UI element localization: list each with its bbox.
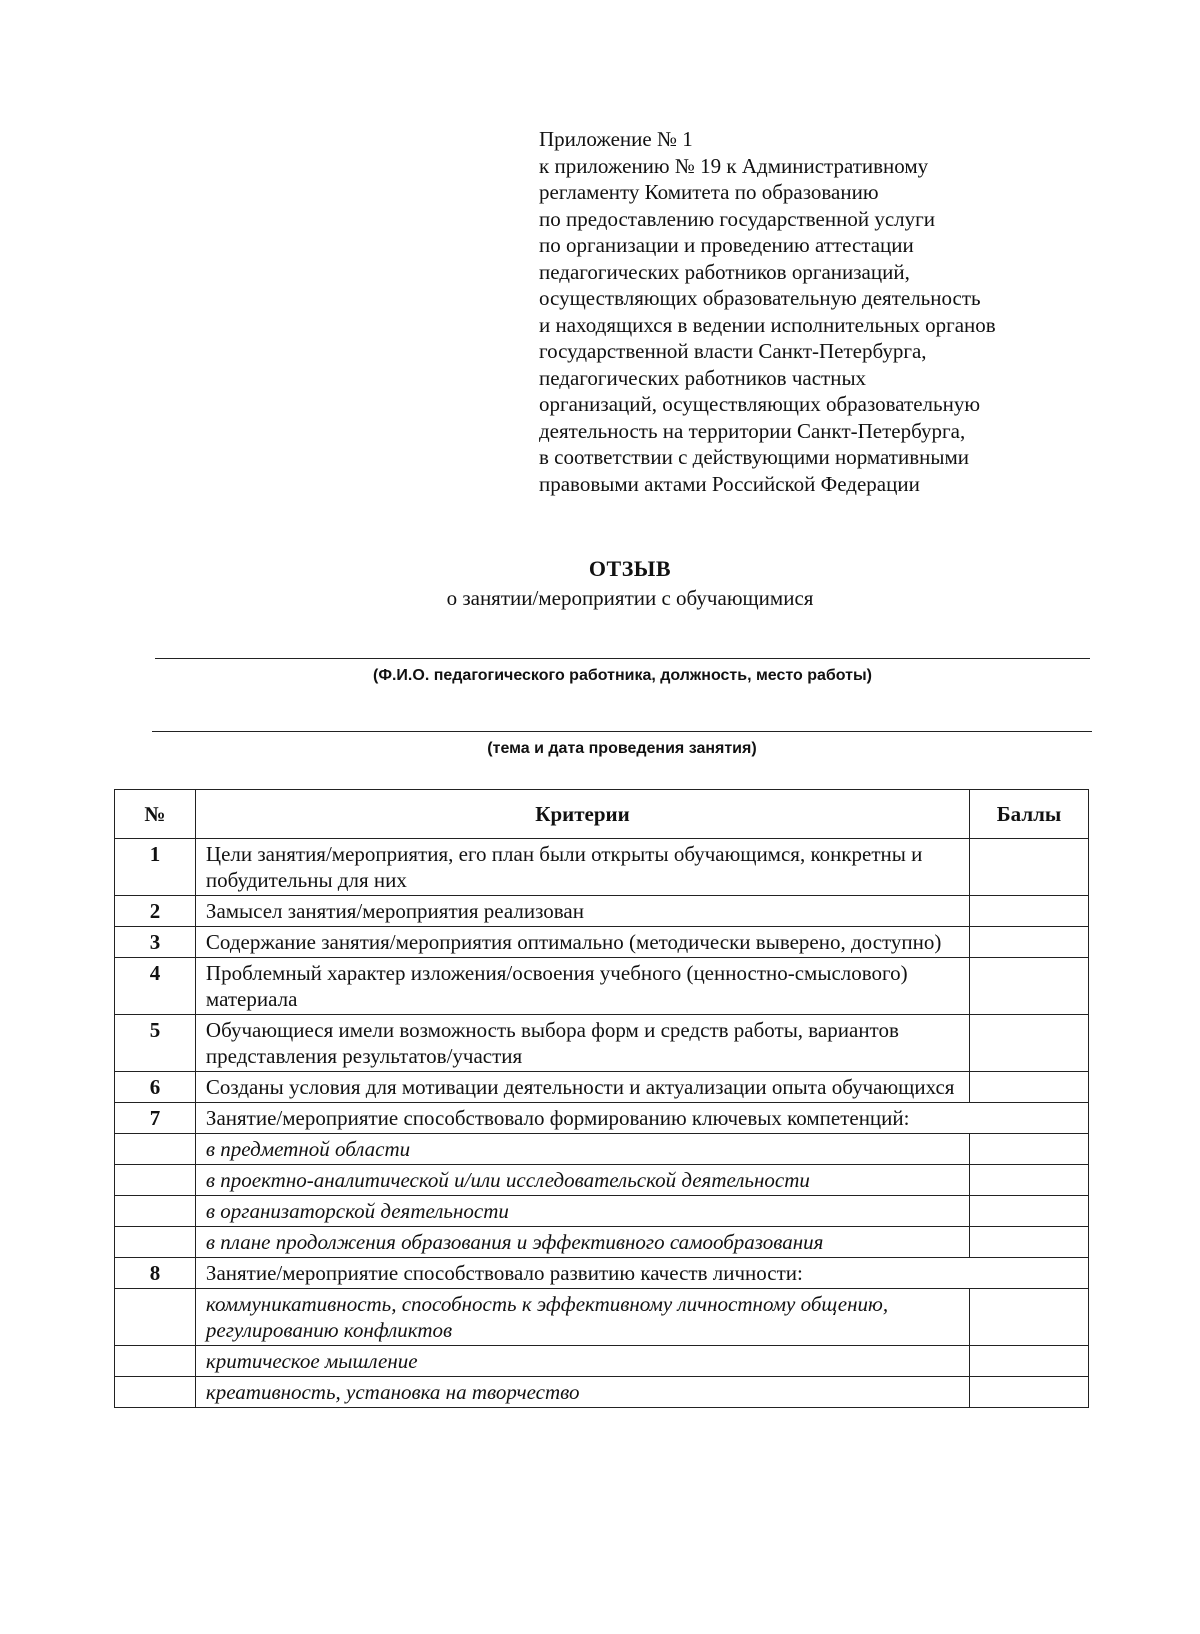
score-cell[interactable]	[970, 1227, 1089, 1258]
header-criteria: Критерии	[195, 790, 969, 839]
table-subrow	[115, 1289, 1089, 1346]
row-subcriterion: критическое мышление	[195, 1346, 969, 1377]
row-criterion: Проблемный характер изложения/освоения учебного (ценностно-смыслового) материала	[195, 958, 969, 1015]
row-number: 5	[115, 1015, 196, 1072]
topic-caption: (тема и дата проведения занятия)	[487, 740, 757, 757]
row-number: 1	[115, 839, 196, 896]
form-subtitle: о занятии/мероприятии с обучающимися	[446, 586, 814, 610]
score-cell[interactable]	[970, 1072, 1089, 1103]
row-number: 3	[115, 927, 196, 958]
table-section-row	[115, 1103, 1089, 1134]
table-subrow	[115, 1346, 1089, 1377]
table-header-row	[115, 790, 1089, 839]
header-score: Баллы	[970, 790, 1089, 839]
row-subcriterion: в проектно-аналитической и/или исследовательской деятельности	[195, 1165, 969, 1196]
score-cell[interactable]	[970, 1289, 1089, 1346]
row-number: 6	[115, 1072, 196, 1103]
appendix-line: педагогических работников частных	[539, 365, 867, 390]
teacher-caption: (Ф.И.О. педагогического работника, должность, место работы)	[373, 667, 872, 684]
table-subrow	[115, 1377, 1089, 1408]
row-subcriterion: в плане продолжения образования и эффективного самообразования	[195, 1227, 969, 1258]
appendix-line: регламенту Комитета по образованию	[539, 180, 879, 204]
row-criterion: Цели занятия/мероприятия, его план были открыты обучающимся, конкретны и побудительны для них	[195, 839, 969, 896]
row-criterion: Занятие/мероприятие способствовало формированию ключевых компетенций:	[195, 1103, 1088, 1134]
score-cell[interactable]	[970, 1377, 1089, 1408]
row-criterion: Обучающиеся имели возможность выбора форм и средств работы, вариантов представления результатов/участия	[195, 1015, 969, 1072]
table-subrow	[115, 1165, 1089, 1196]
score-cell[interactable]	[970, 896, 1089, 927]
appendix-line: в соответствии с действующими нормативными	[539, 445, 970, 469]
appendix-line: государственной власти Санкт-Петербурга,	[539, 339, 927, 363]
row-number	[115, 1134, 196, 1165]
appendix-line: деятельность на территории Санкт-Петербурга,	[539, 418, 966, 443]
appendix-line: организаций, осуществляющих образовательную	[539, 392, 981, 416]
appendix-line: по организации и проведению аттестации	[539, 233, 914, 257]
score-cell[interactable]	[970, 839, 1089, 896]
table-row	[115, 958, 1089, 1015]
row-subcriterion: в предметной области	[195, 1134, 969, 1165]
table-row	[115, 896, 1089, 927]
row-subcriterion: коммуникативность, способность к эффективному личностному общению, регулированию конфликтов	[195, 1289, 969, 1346]
row-number	[115, 1377, 196, 1408]
row-subcriterion: в организаторской деятельности	[195, 1196, 969, 1227]
table-subrow	[115, 1196, 1089, 1227]
score-cell[interactable]	[970, 958, 1089, 1015]
row-number	[115, 1346, 196, 1377]
row-number	[115, 1196, 196, 1227]
appendix-note	[539, 126, 1099, 497]
row-subcriterion: креативность, установка на творчество	[195, 1377, 969, 1408]
score-cell[interactable]	[970, 1346, 1089, 1377]
appendix-line: и находящихся в ведении исполнительных органов	[539, 312, 996, 337]
criteria-table	[114, 789, 1089, 1408]
row-criterion: Замысел занятия/мероприятия реализован	[195, 896, 969, 927]
score-cell[interactable]	[970, 1196, 1089, 1227]
score-cell[interactable]	[970, 1134, 1089, 1165]
row-criterion: Содержание занятия/мероприятия оптимально (методически выверено, доступно)	[195, 927, 969, 958]
table-row	[115, 927, 1089, 958]
table-section-row	[115, 1258, 1089, 1289]
form-title: ОТЗЫВ	[588, 556, 672, 581]
header-number: №	[115, 790, 196, 839]
appendix-line: Приложение № 1	[539, 127, 693, 151]
teacher-fill-line[interactable]	[155, 658, 1090, 659]
row-number	[115, 1289, 196, 1346]
row-number	[115, 1227, 196, 1258]
table-row	[115, 1072, 1089, 1103]
table-row	[115, 839, 1089, 896]
appendix-line: правовыми актами Российской Федерации	[539, 471, 920, 496]
table-row	[115, 1015, 1089, 1072]
row-criterion: Созданы условия для мотивации деятельности и актуализации опыта обучающихся	[195, 1072, 969, 1103]
row-number: 7	[115, 1103, 196, 1134]
appendix-line: по предоставлению государственной услуги	[539, 206, 935, 231]
table-subrow	[115, 1227, 1089, 1258]
score-cell[interactable]	[970, 1165, 1089, 1196]
row-number: 2	[115, 896, 196, 927]
topic-fill-line[interactable]	[152, 731, 1092, 732]
table-subrow	[115, 1134, 1089, 1165]
score-cell[interactable]	[970, 1015, 1089, 1072]
row-number	[115, 1165, 196, 1196]
row-criterion: Занятие/мероприятие способствовало развитию качеств личности:	[195, 1258, 1088, 1289]
appendix-line: педагогических работников организаций,	[539, 259, 910, 284]
appendix-line: к приложению № 19 к Административному	[539, 153, 929, 178]
appendix-line: осуществляющих образовательную деятельность	[539, 286, 981, 310]
row-number: 4	[115, 958, 196, 1015]
score-cell[interactable]	[970, 927, 1089, 958]
row-number: 8	[115, 1258, 196, 1289]
